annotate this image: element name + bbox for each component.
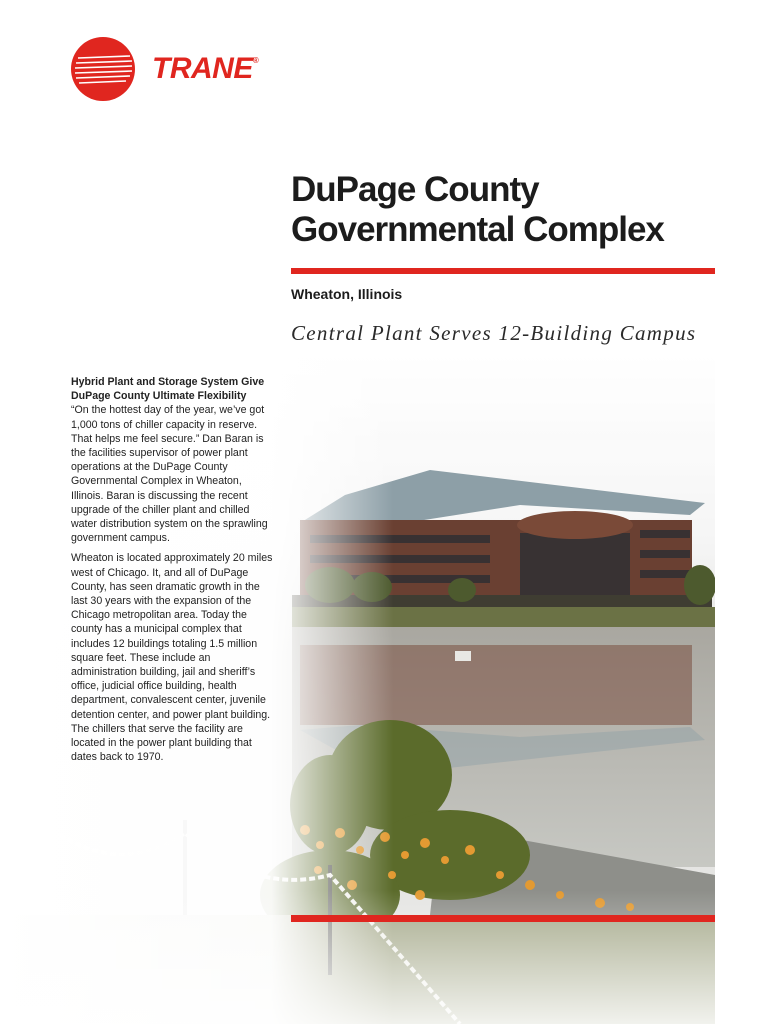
photo-divider — [291, 915, 715, 922]
article-paragraph-1: “On the hottest day of the year, we’ve got 1,000 tons of chiller capacity in reserve. That helps me feel secure.” Dan Baran is the facilities supervisor of power plant operations at the DuPage County Governmental Complex in Wheaton, Illinois. Baran is discussing the recent upgrade of the chiller plant and chilled water distribution system on the sprawling government campus. — [71, 404, 268, 545]
trane-logo — [70, 36, 270, 106]
title-line-1: DuPage County — [291, 170, 539, 209]
trane-wordmark: TRANE® — [152, 52, 259, 85]
article-paragraph-2: Wheaton is located approximately 20 miles west of Chicago. It, and all of DuPage County, has seen dramatic growth in the last 30 years with the expansion of the Chicago metropolitan area. Today the county has a municipal complex that includes 12 buildings totaling 1.5 million square feet. These include an administration building, jail and sheriff’s office, judicial office building, health department, convalescent center, juvenile detention center, and power plant building. The chillers that serve the facility are located in the power plant building that dates back to 1970. — [71, 552, 273, 764]
title-line-2: Governmental Complex — [291, 210, 664, 249]
location-label: Wheaton, Illinois — [291, 286, 403, 302]
title-divider — [291, 268, 715, 274]
page-title — [291, 170, 721, 250]
trane-logo-icon — [70, 36, 136, 102]
article-headline: Hybrid Plant and Storage System Give DuPage County Ultimate Flexibility — [71, 376, 265, 403]
subtitle: Central Plant Serves 12-Building Campus — [291, 321, 697, 345]
article-body — [71, 375, 277, 770]
